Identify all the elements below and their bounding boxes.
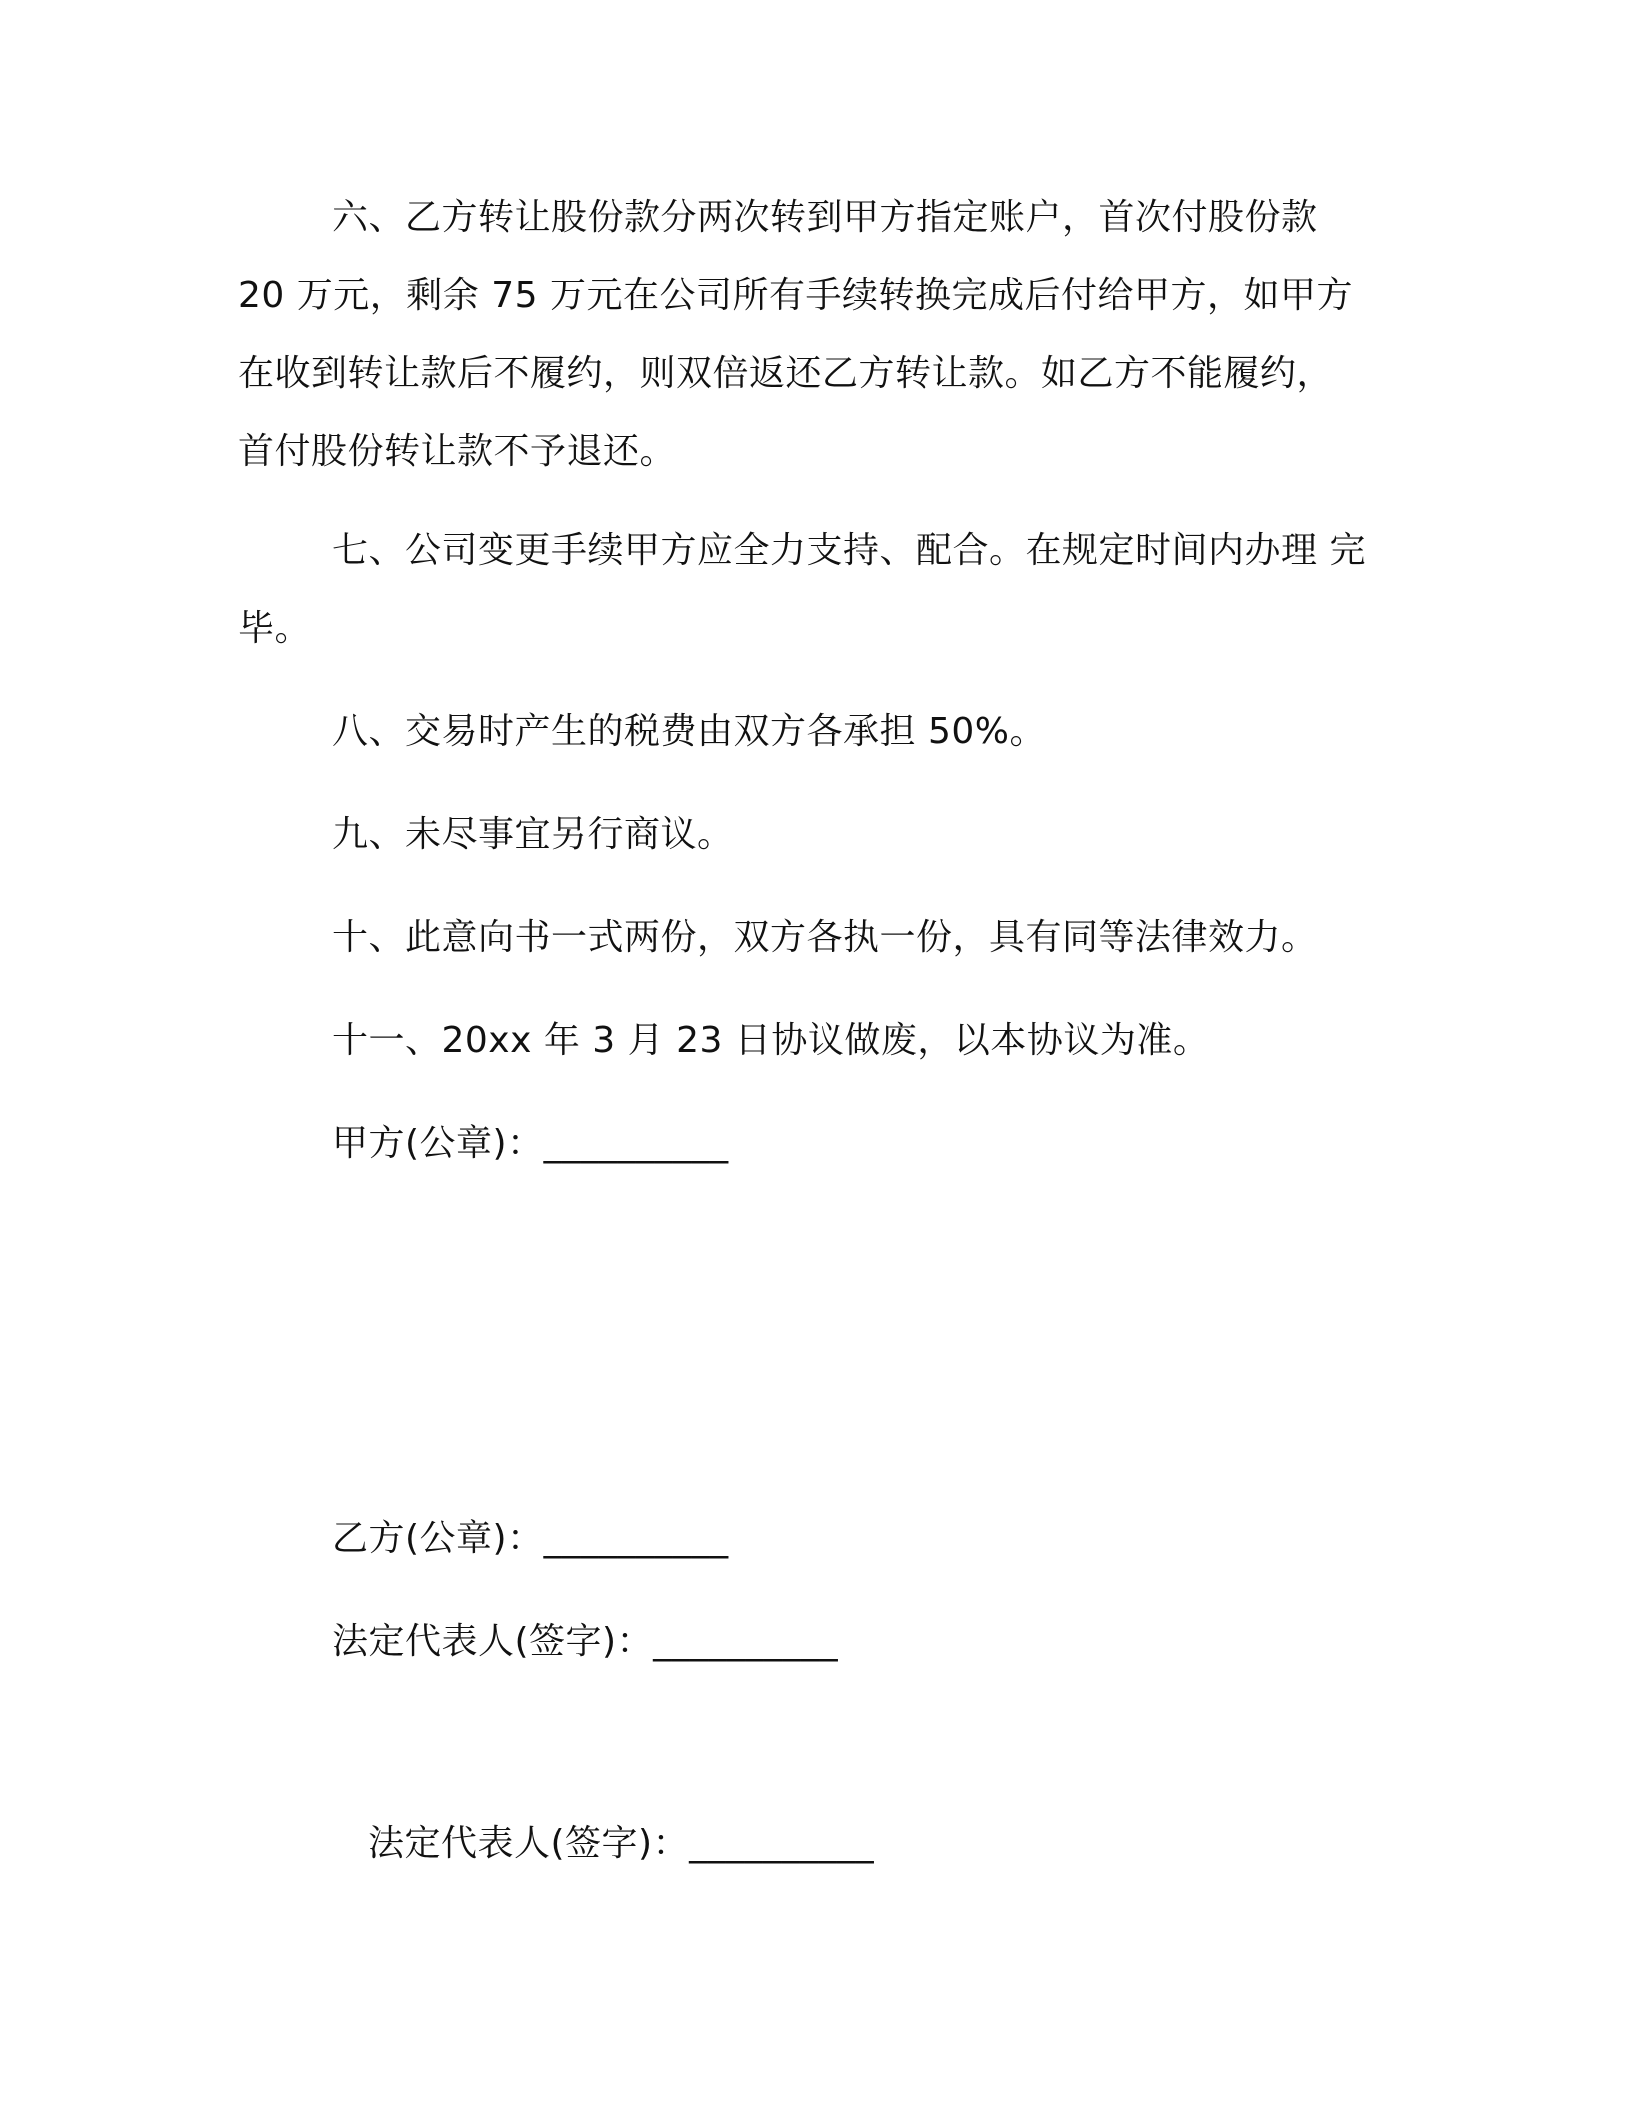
clause-8: 八、交易时产生的税费由双方各承担 50%。: [332, 711, 1046, 752]
clause-10: 十、此意向书一式两份，双方各执一份，具有同等法律效力。: [332, 917, 1318, 958]
clause-7-line-2: 毕。: [238, 608, 312, 649]
party-a-seal: 甲方(公章)：__________: [332, 1123, 729, 1164]
clause-6-line-1: 六、乙方转让股份款分两次转到甲方指定账户，首次付股份款: [332, 197, 1318, 238]
clause-9: 九、未尽事宜另行商议。: [332, 814, 734, 855]
legal-representative-signature-2: 法定代表人(签字)：__________: [368, 1823, 875, 1864]
clause-6-line-3: 在收到转让款后不履约，则双倍返还乙方转让款。如乙方不能履约，: [238, 353, 1334, 394]
clause-6-line-2: 20 万元，剩余 75 万元在公司所有手续转换完成后付给甲方，如甲方: [238, 275, 1353, 316]
clause-7-line-1: 七、公司变更手续甲方应全力支持、配合。在规定时间内办理 完: [332, 530, 1366, 571]
clause-6-line-4: 首付股份转让款不予退还。: [238, 431, 677, 472]
legal-representative-signature-1: 法定代表人(签字)：__________: [332, 1621, 839, 1662]
clause-11: 十一、20xx 年 3 月 23 日协议做废，以本协议为准。: [332, 1020, 1210, 1061]
party-b-seal: 乙方(公章)：__________: [332, 1518, 729, 1559]
